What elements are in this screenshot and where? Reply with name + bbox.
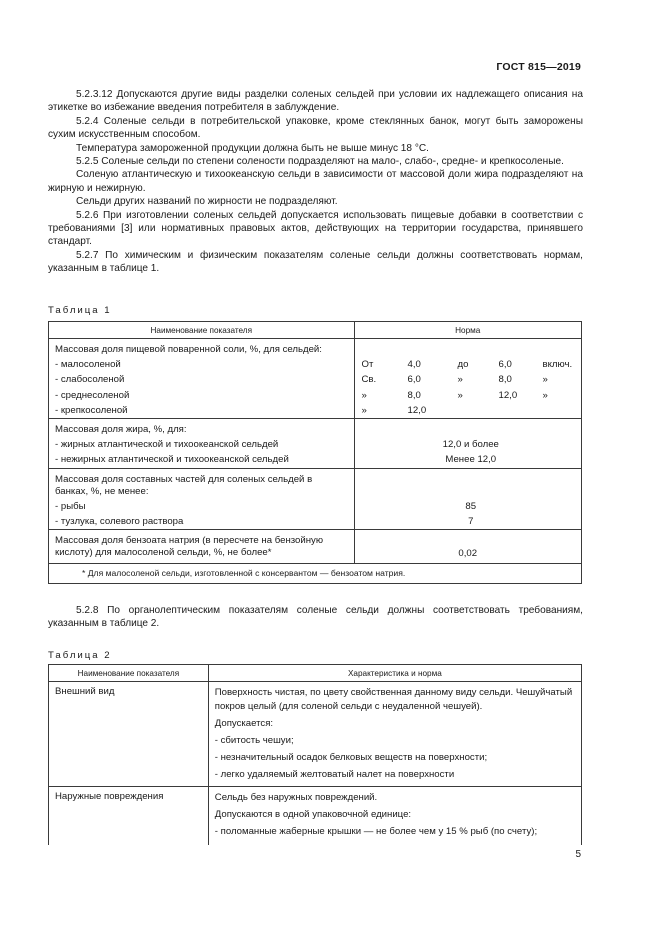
table-row [49, 339, 582, 419]
fat-labels [49, 418, 355, 468]
fat-norm: Менее 12,0 [445, 454, 497, 466]
salt-label: - среднесоленой [55, 389, 130, 401]
parts-label: - рыбы [55, 500, 86, 512]
fat-label: - жирных атлантической и тихоокеанской сельдей [55, 439, 279, 451]
paragraph: 5.2.3.12 Допускаются другие виды разделки соленых сельдей при условии их надлежащего описания на этикетке во избежание введения потребителя в заблуждение. [48, 89, 583, 114]
paragraph: Соленую атлантическую и тихоокеанскую сельди в зависимости от массовой доли жира подразделяют на жирную и нежирную. [48, 169, 583, 194]
row-name: Наружные повреждения [49, 787, 209, 846]
paragraph: 5.2.8 По органолептическим показателям соленые сельди должны соответствовать требованиям, указанным в таблице 2. [48, 605, 583, 630]
table-row [49, 787, 582, 846]
fat-label: - нежирных атлантической и тихоокеанской сельдей [55, 454, 289, 466]
salt-label: - малосоленой [55, 359, 121, 371]
benzoate-label-cell [49, 529, 355, 563]
table1-header-name: Наименование показателя [49, 322, 355, 339]
paragraph: 5.2.4 Соленые сельди в потребительской упаковке, кроме стеклянных банок, могут быть заморожены сухим искусственным способом. [48, 115, 583, 141]
salt-norm-row: От 4,0 до 6,0 включ. [361, 359, 573, 371]
table-row [49, 682, 582, 787]
table2-header-name: Наименование показателя [49, 665, 209, 682]
table1-caption: Таблица 1 [48, 305, 112, 316]
fat-norm: 12,0 и более [442, 439, 499, 451]
table1-footnote: * Для малосоленой сельди, изготовленной с консервантом — бензоатом натрия. [49, 563, 582, 583]
paragraph: 5.2.5 Соленые сельди по степени солености подразделяют на мало-, слабо-, средне- и крепкосоленые. [76, 156, 564, 168]
salt-labels [49, 339, 355, 419]
table2-caption: Таблица 2 [48, 650, 112, 661]
parts-norm: 7 [468, 515, 474, 527]
body-text-2 [48, 604, 583, 631]
parts-label: - тузлука, солевого раствора [55, 515, 184, 527]
parts-title: Массовая доля составных частей для соленых сельдей в банках, %, не менее: [55, 473, 313, 497]
table1-header-row [49, 322, 582, 339]
paragraph: Температура замороженной продукции должна быть не выше минус 18 °С. [76, 142, 429, 154]
salt-norm-row: » 12,0 [361, 404, 427, 416]
table1 [48, 321, 582, 584]
row-characteristics: Поверхность чистая, по цвету свойственная данному виду сельди. Чешуйчатый покров целый (для соленой сельди с неудаленной чешуей). Допускается: - сбитость чешуи; - незначительный осадок белковых веществ на поверхности; - легко удаляемый желтоватый налет на поверхности [208, 682, 581, 787]
salt-norms [354, 339, 582, 419]
table2 [48, 664, 582, 845]
salt-label: - крепкосоленой [55, 404, 128, 416]
benzoate-label: Массовая доля бензоата натрия (в пересчете на бензойную кислоту) для малосоленой сельди, %, не более* [55, 534, 324, 558]
fat-title: Массовая доля жира, %, для: [55, 423, 187, 435]
salt-title: Массовая доля пищевой поваренной соли, %, для сельдей: [55, 344, 322, 355]
paragraph: 5.2.6 При изготовлении соленых сельдей допускается использовать пищевые добавки в соответствии с требованиями [3] или нормативных правовых актов, действующих на территории государства, принявшего стандарт. [48, 209, 583, 248]
body-text [48, 88, 583, 276]
table1-header-norm: Норма [354, 322, 582, 339]
row-name: Внешний вид [49, 682, 209, 787]
table-row [49, 468, 582, 529]
parts-norm: 85 [465, 500, 477, 512]
table-row [49, 418, 582, 468]
table1-footnote-row [49, 563, 582, 583]
table2-header-row [49, 665, 582, 682]
paragraph: Сельди других названий по жирности не подразделяют. [76, 196, 338, 208]
page-number: 5 [575, 849, 581, 860]
benzoate-norm: 0,02 [458, 547, 478, 559]
row-characteristics: Сельдь без наружных повреждений. Допускаются в одной упаковочной единице: - поломанные жаберные крышки — не более чем у 15 % рыб (по счету); [208, 787, 581, 846]
parts-norms [354, 468, 582, 529]
salt-norm-row: » 8,0 » 12,0 » [361, 389, 548, 401]
salt-label: - слабосоленой [55, 374, 125, 386]
paragraph: 5.2.7 По химическим и физическим показателям соленые сельди должны соответствовать нормам, указанным в таблице 1. [48, 249, 583, 275]
table-row [49, 529, 582, 563]
parts-labels [49, 468, 355, 529]
fat-norms [354, 418, 582, 468]
salt-norm-row: Св. 6,0 » 8,0 » [361, 374, 548, 386]
table2-header-char: Характеристика и норма [208, 665, 581, 682]
benzoate-norm-cell [354, 529, 582, 563]
document-id: ГОСТ 815—2019 [496, 61, 581, 73]
